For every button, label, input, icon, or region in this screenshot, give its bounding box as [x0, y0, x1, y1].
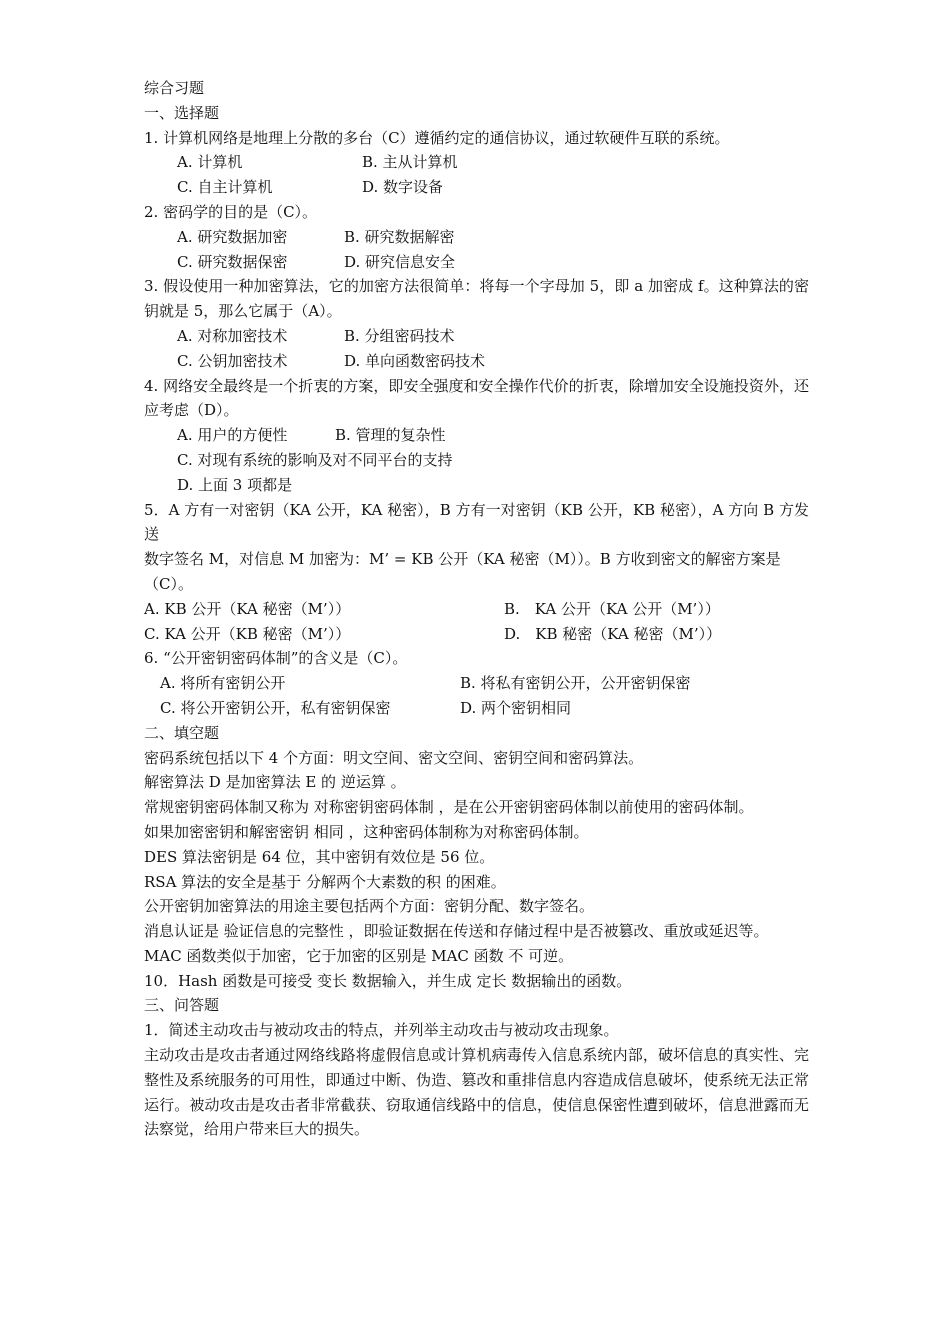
question-5-options-row2 [144, 622, 809, 647]
option-a: A. 用户的方便性 [177, 426, 288, 445]
option-c: C. 将公开密钥公开，私有密钥保密 [160, 698, 391, 717]
question-5-stem-1: 5．A 方有一对密钥（KA 公开，KA 秘密），B 方有一对密钥（KB 公开，KB 秘密），A 方向 B 方发送 [144, 500, 809, 544]
option-a: A. 研究数据加密 [177, 227, 288, 246]
fill-item: MAC 函数类似于加密，它于加密的区别是 MAC 函数 不 可逆。 [144, 946, 574, 965]
option-a: A. 将所有密钥公开 [160, 674, 286, 693]
option-c: C. 自主计算机 [177, 178, 273, 197]
section-heading-qa: 三、问答题 [144, 996, 220, 1015]
option-b: B. 管理的复杂性 [335, 426, 446, 445]
doc-title: 综合习题 [144, 79, 205, 97]
question-2-options-row2 [144, 250, 809, 275]
fill-item: 10．Hash 函数是可接受 变长 数据输入，并生成 定长 数据输出的函数。 [144, 971, 632, 990]
option-b: B. 研究数据解密 [344, 227, 455, 246]
fill-item: 如果加密密钥和解密密钥 相同 ，这种密码体制称为对称密码体制。 [144, 822, 589, 841]
option-a: A. 对称加密技术 [177, 326, 288, 345]
fill-item: 常规密钥密码体制又称为 对称密钥密码体制 ，是在公开密钥密码体制以前使用的密码体制。 [144, 798, 754, 817]
fill-item: 密码系统包括以下 4 个方面：明文空间、密文空间、密钥空间和密码算法。 [144, 748, 644, 767]
option-b: B. 主从计算机 [362, 153, 458, 172]
fill-item: 公开密钥加密算法的用途主要包括两个方面：密钥分配、数字签名。 [144, 897, 595, 916]
fill-item: 消息认证是 验证信息的完整性 ，即验证数据在传送和存储过程中是否被篡改、重放或延迟等。 [144, 922, 769, 941]
question-2-stem: 2. 密码学的目的是（C）。 [144, 202, 318, 221]
document-page [144, 76, 809, 1142]
question-5-stem-2: 数字签名 M，对信息 M 加密为：M’ = KB 公开（KA 秘密（M））。B 方收到密文的解密方案是 [144, 550, 781, 569]
question-5-stem-3: （C）。 [144, 574, 193, 593]
question-3-stem: 3. 假设使用一种加密算法，它的加密方法很简单：将每一个字母加 5，即 a 加密成 f。这种算法的密钥就是 5，那么它属于（A）。 [144, 277, 809, 321]
option-d: D. 研究信息安全 [344, 252, 456, 271]
qa-question-1: 1．简述主动攻击与被动攻击的特点，并列举主动攻击与被动攻击现象。 [144, 1021, 619, 1040]
option-d: D. 数字设备 [362, 178, 444, 197]
question-4-options-row1 [144, 423, 809, 448]
question-2-options-row1 [144, 225, 809, 250]
section-heading-choice: 一、选择题 [144, 103, 220, 122]
question-5-options-row1 [144, 597, 809, 622]
option-d: D. KB 秘密（KA 秘密（M’）） [504, 624, 722, 643]
question-6-options-row1 [144, 671, 809, 696]
section-heading-fill: 二、填空题 [144, 723, 220, 742]
option-b: B. 将私有密钥公开，公开密钥保密 [460, 674, 691, 693]
option-c: C. 研究数据保密 [177, 252, 288, 271]
question-1-options-row2 [144, 175, 809, 200]
option-b: B. 分组密码技术 [344, 326, 455, 345]
question-1-stem: 1. 计算机网络是地理上分散的多台（C）遵循约定的通信协议，通过软硬件互联的系统。 [144, 128, 730, 147]
fill-item: 解密算法 D 是加密算法 E 的 逆运算 。 [144, 773, 406, 792]
question-3-options-row1 [144, 324, 809, 349]
fill-item: RSA 算法的安全是基于 分解两个大素数的积 的困难。 [144, 872, 506, 891]
question-4-option-d: D. 上面 3 项都是 [177, 475, 293, 494]
option-a: A. 计算机 [177, 153, 243, 172]
question-1-options-row1 [144, 150, 809, 175]
option-c: C. KA 公开（KB 秘密（M’）） [144, 624, 351, 643]
fill-item: DES 算法密钥是 64 位，其中密钥有效位是 56 位。 [144, 847, 495, 866]
question-4-option-c: C. 对现有系统的影响及对不同平台的支持 [177, 450, 453, 469]
option-b: B. KA 公开（KA 公开（M’）） [504, 599, 720, 618]
option-a: A. KB 公开（KA 秘密（M’）） [144, 599, 351, 618]
question-4-stem: 4. 网络安全最终是一个折衷的方案，即安全强度和安全操作代价的折衷，除增加安全设施投资外，还应考虑（D）。 [144, 376, 809, 420]
option-d: D. 两个密钥相同 [460, 698, 572, 717]
question-6-options-row2 [144, 696, 809, 721]
option-d: D. 单向函数密码技术 [344, 351, 486, 370]
option-c: C. 公钥加密技术 [177, 351, 288, 370]
question-6-stem: 6. “公开密钥密码体制”的含义是（C）。 [144, 649, 408, 668]
question-3-options-row2 [144, 349, 809, 374]
qa-answer-1: 主动攻击是攻击者通过网络线路将虚假信息或计算机病毒传入信息系统内部，破坏信息的真实性、完整性及系统服务的可用性，即通过中断、伪造、篡改和重排信息内容造成信息破坏，使系统无法正常运行。被动攻击是攻击者非常截获、窃取通信线路中的信息，使信息保密性遭到破坏，信息泄露而无法察觉，给用户带来巨大的损失。 [144, 1046, 809, 1139]
